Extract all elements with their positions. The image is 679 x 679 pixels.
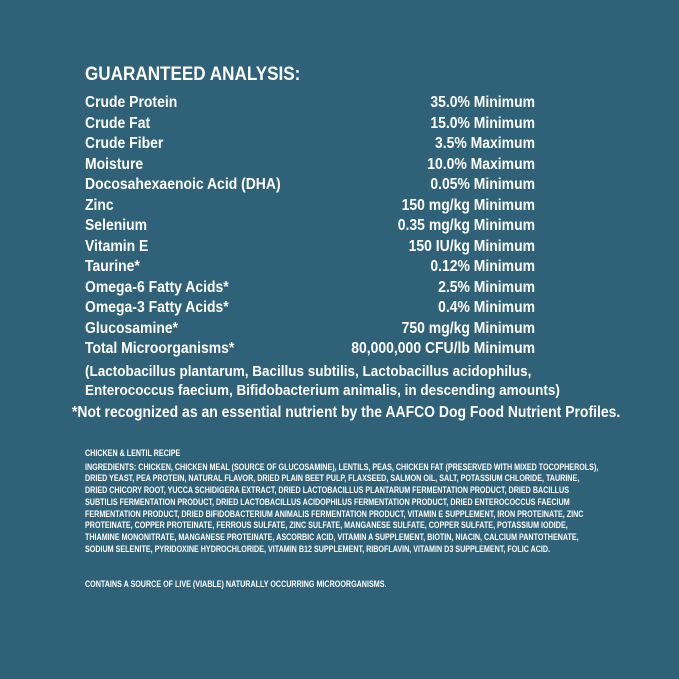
nutrient-name: Crude Fat bbox=[85, 114, 151, 132]
analysis-row-dha bbox=[85, 175, 535, 196]
microorganism-species-note bbox=[85, 362, 560, 400]
analysis-row-crude-protein bbox=[85, 93, 535, 114]
aafco-footnote: *Not recognized as an essential nutrient by the AAFCO Dog Food Nutrient Profiles. bbox=[72, 404, 621, 421]
analysis-row-zinc bbox=[85, 196, 535, 217]
nutrient-name: Omega-3 Fatty Acids* bbox=[85, 299, 229, 316]
analysis-row-omega-6 bbox=[85, 278, 535, 299]
nutrient-value: 0.12% Minimum bbox=[430, 258, 535, 275]
nutrient-value: 2.5% Minimum bbox=[438, 278, 535, 296]
nutrient-name: Omega-6 Fatty Acids* bbox=[85, 278, 229, 296]
nutrient-value: 0.05% Minimum bbox=[430, 176, 535, 193]
nutrient-value: 0.35 mg/kg Minimum bbox=[397, 217, 535, 234]
ingredients-list: INGREDIENTS: CHICKEN, CHICKEN MEAL (SOURCE OF GLUCOSAMINE), LENTILS, PEAS, CHICKEN FAT (PRESERVED WITH MIXED TOCOPHEROLS), DRIED YEAST, PEA PROTEIN, NATURAL FLAVOR, DRIED PLAIN BEET PULP, FLAXSEED, SALMON OIL, SALT, POTASSIUM CHLORIDE, TAURINE, DRIED CHICORY ROOT, YUCCA SCHIDIGERA EXTRACT, DRIED LACTOBACILLUS PLANTARUM FERMENTATION PRODUCT, DRIED BACILLUS SUBTILIS FERMENTATION PRODUCT, DRIED LACTOBACILLUS ACIDOPHILUS FERMENTATION PRODUCT, DRIED ENTEROCOCCUS FAECIUM FERMENTATION PRODUCT, DRIED BIFIDOBACTERIUM ANIMALIS FERMENTATION PRODUCT, VITAMIN E SUPPLEMENT, IRON PROTEINATE, ZINC PROTEINATE, COPPER PROTEINATE, FERROUS SULFATE, ZINC SULFATE, MANGANESE SULFATE, COPPER SULFATE, POTASSIUM IODIDE, THIAMINE MONONITRATE, MANGANESE PROTEINATE, ASCORBIC ACID, VITAMIN A SUPPLEMENT, BIOTIN, NIACIN, CALCIUM PANTOTHENATE, SODIUM SELENITE, PYRIDOXINE HYDROCHLORIDE, VITAMIN B12 SUPPLEMENT, RIBOFLAVIN, VITAMIN D3 SUPPLEMENT, FOLIC ACID. bbox=[85, 461, 599, 554]
nutrient-name: Taurine* bbox=[85, 258, 140, 275]
fine-print-section bbox=[85, 448, 599, 591]
guaranteed-analysis-title: GUARANTEED ANALYSIS: bbox=[85, 64, 301, 85]
nutrient-value: 0.4% Minimum bbox=[438, 299, 535, 316]
nutrient-name: Glucosamine* bbox=[85, 319, 179, 337]
microorganism-note-line-1: (Lactobacillus plantarum, Bacillus subtilis, Lactobacillus acidophilus, bbox=[85, 363, 532, 380]
nutrient-name: Total Microorganisms* bbox=[85, 340, 235, 357]
analysis-row-glucosamine bbox=[85, 319, 535, 340]
analysis-row-crude-fiber bbox=[85, 134, 535, 155]
nutrient-name: Docosahexaenoic Acid (DHA) bbox=[85, 176, 281, 193]
nutrient-value: 150 mg/kg Minimum bbox=[401, 196, 535, 214]
microorganism-note-line-2: Enterococcus faecium, Bifidobacterium animalis, in descending amounts) bbox=[85, 382, 560, 399]
nutrient-value: 35.0% Minimum bbox=[430, 94, 535, 111]
analysis-row-crude-fat bbox=[85, 114, 535, 135]
nutrient-name: Zinc bbox=[85, 196, 114, 214]
nutrient-value: 15.0% Minimum bbox=[430, 114, 535, 132]
nutrient-name: Vitamin E bbox=[85, 237, 149, 255]
nutrient-name: Crude Protein bbox=[85, 94, 178, 111]
analysis-row-selenium bbox=[85, 216, 535, 237]
analysis-row-omega-3 bbox=[85, 298, 535, 319]
contains-statement: CONTAINS A SOURCE OF LIVE (VIABLE) NATURALLY OCCURRING MICROORGANISMS. bbox=[85, 579, 387, 590]
analysis-row-total-microorganisms bbox=[85, 339, 535, 360]
nutrient-value: 3.5% Maximum bbox=[434, 135, 535, 152]
recipe-heading: CHICKEN & LENTIL RECIPE bbox=[85, 448, 181, 458]
guaranteed-analysis-table bbox=[85, 93, 535, 360]
nutrient-value: 80,000,000 CFU/lb Minimum bbox=[351, 340, 535, 357]
nutrient-value: 10.0% Maximum bbox=[427, 155, 535, 173]
analysis-row-taurine bbox=[85, 257, 535, 278]
nutrient-value: 750 mg/kg Minimum bbox=[401, 319, 535, 337]
nutrient-name: Moisture bbox=[85, 155, 144, 173]
nutrient-value: 150 IU/kg Minimum bbox=[408, 237, 535, 255]
analysis-row-moisture bbox=[85, 155, 535, 176]
nutrient-name: Selenium bbox=[85, 217, 148, 234]
nutrient-name: Crude Fiber bbox=[85, 135, 164, 152]
analysis-row-vitamin-e bbox=[85, 237, 535, 258]
